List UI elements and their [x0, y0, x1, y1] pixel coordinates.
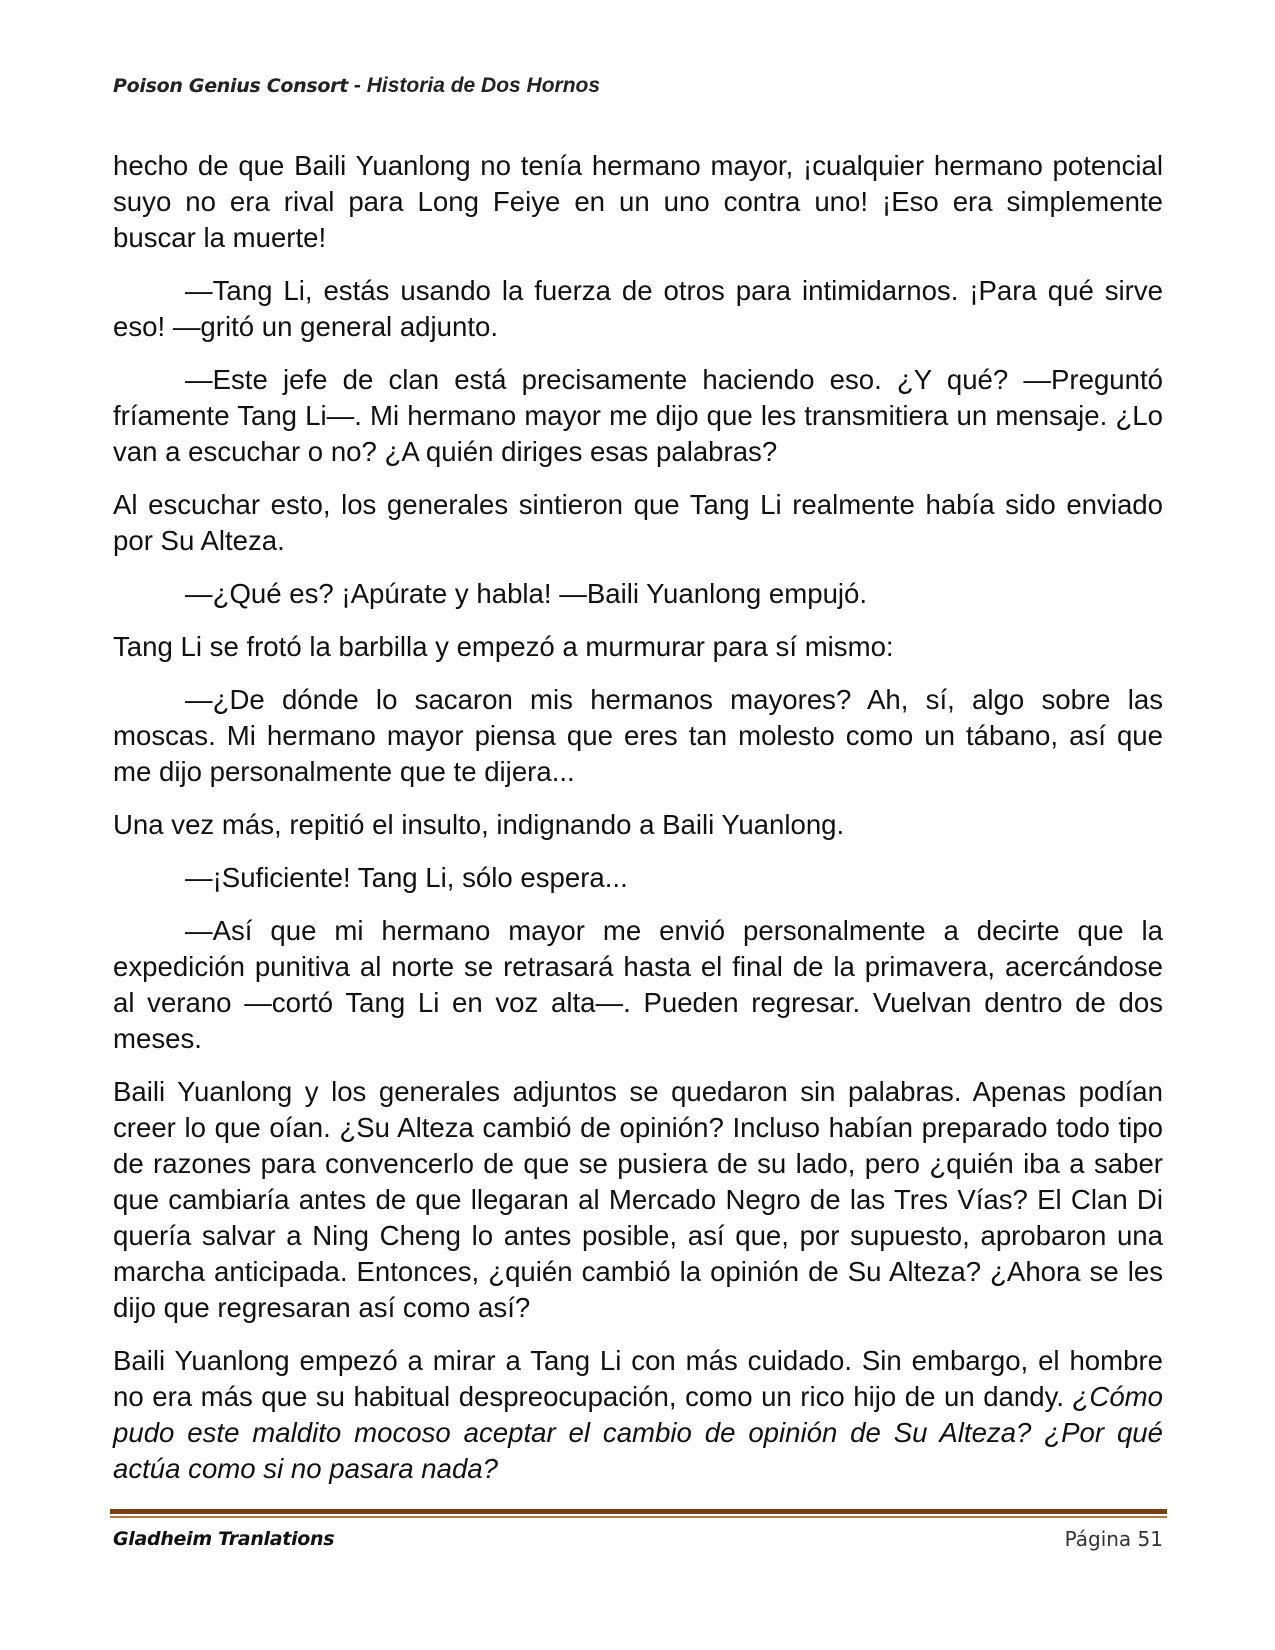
series-title: Poison Genius Consort — [113, 75, 349, 97]
page-header — [113, 74, 600, 98]
body-text — [113, 148, 1163, 1504]
paragraph: —Así que mi hermano mayor me envió personalmente a decirte que la expedición punitiva al norte se retrasará hasta el final de la primavera, acercándose al verano —cortó Tang Li en voz alta—. Pueden regresar. Vuelvan dentro de dos meses. — [113, 915, 1163, 1054]
page-number: 51 — [1137, 1527, 1163, 1551]
paragraph: —¿De dónde lo sacaron mis hermanos mayores? Ah, sí, algo sobre las moscas. Mi hermano mayor piensa que eres tan molesto como un tábano, así que me dijo personalmente que te dijera... — [113, 684, 1163, 787]
paragraph-text: Baili Yuanlong empezó a mirar a Tang Li con más cuidado. Sin embargo, el hombre no era más que su habitual despreocupación, como un rico hijo de un dandy. — [113, 1345, 1163, 1412]
page-number-label — [1065, 1527, 1163, 1551]
paragraph: hecho de que Baili Yuanlong no tenía hermano mayor, ¡cualquier hermano potencial suyo no era rival para Long Feiye en un uno contra uno! ¡Eso era simplemente buscar la muerte! — [113, 150, 1163, 253]
paragraph: Una vez más, repitió el insulto, indignando a Baili Yuanlong. — [113, 809, 845, 840]
footer-divider — [110, 1509, 1167, 1514]
paragraph: —¿Qué es? ¡Apúrate y habla! —Baili Yuanlong empujó. — [185, 578, 868, 609]
paragraph: Tang Li se frotó la barbilla y empezó a murmurar para sí mismo: — [113, 631, 894, 662]
paragraph: —Tang Li, estás usando la fuerza de otros para intimidarnos. ¡Para qué sirve eso! —gritó un general adjunto. — [113, 275, 1163, 342]
header-separator: - — [348, 74, 367, 97]
italic-thought: ¿Cómo pudo este maldito mocoso aceptar el cambio de opinión de Su Alteza? ¿Por qué actúa como si no pasara nada? — [113, 1381, 1163, 1484]
paragraph: Baili Yuanlong y los generales adjuntos se quedaron sin palabras. Apenas podían creer lo que oían. ¿Su Alteza cambió de opinión? Incluso habían preparado todo tipo de razones para convencerlo de que se pusiera de su lado, pero ¿quién iba a saber que cambiaría antes de que llegaran al Mercado Negro de las Tres Vías? El Clan Di quería salvar a Ning Cheng lo antes posible, así que, por supuesto, aprobaron una marcha anticipada. Entonces, ¿quién cambió la opinión de Su Alteza? ¿Ahora se les dijo que regresaran así como así? — [113, 1076, 1163, 1323]
page-label: Página — [1064, 1527, 1132, 1551]
paragraph: Al escuchar esto, los generales sintieron que Tang Li realmente había sido enviado por Su Alteza. — [113, 489, 1163, 556]
chapter-title: Historia de Dos Hornos — [366, 74, 601, 97]
publisher-name: Gladheim Tranlations — [113, 1528, 335, 1550]
footer-divider-thin — [110, 1516, 1167, 1518]
paragraph: —¡Suficiente! Tang Li, sólo espera... — [185, 862, 628, 893]
paragraph: —Este jefe de clan está precisamente haciendo eso. ¿Y qué? —Preguntó fríamente Tang Li—. Mi hermano mayor me dijo que les transmitiera un mensaje. ¿Lo van a escuchar o no? ¿A quién diriges esas palabras? — [113, 364, 1163, 467]
paragraph — [113, 1343, 1163, 1487]
